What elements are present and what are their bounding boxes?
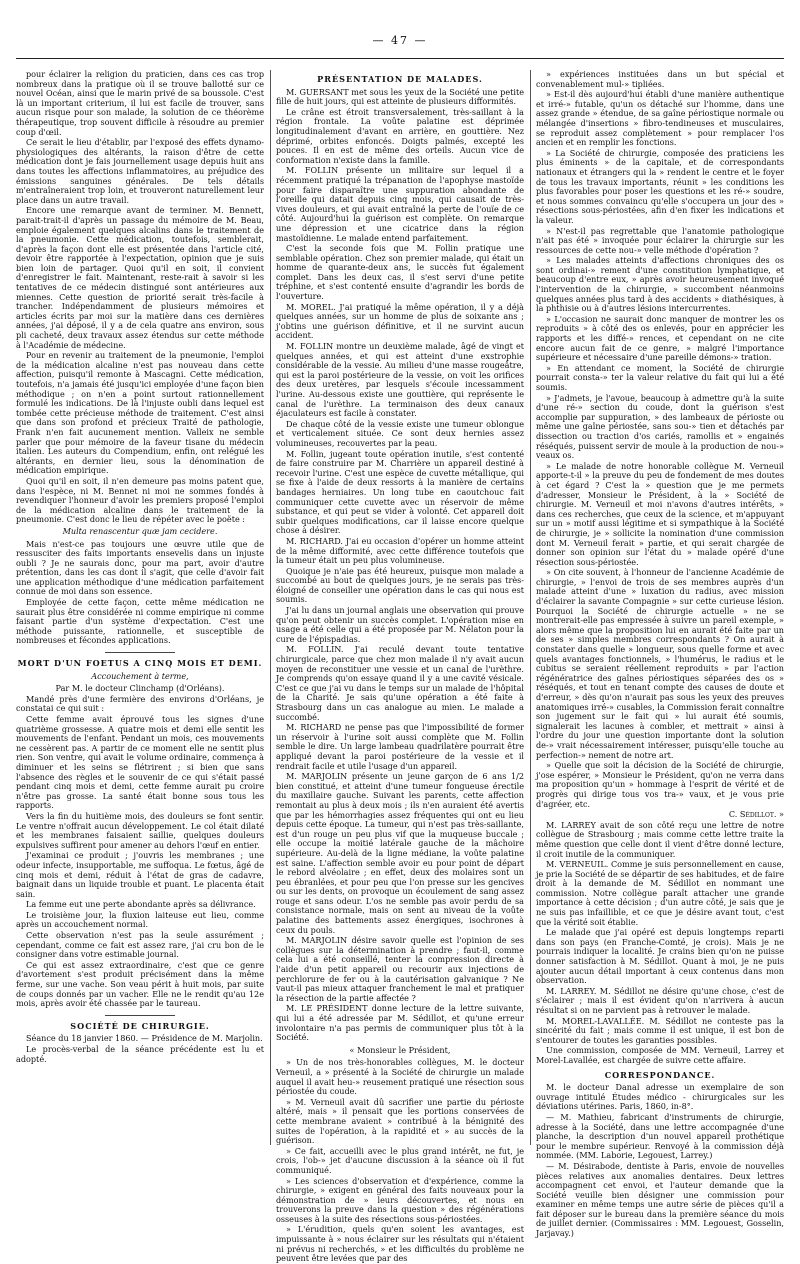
letter-paragraph: » L'érudition, quels qu'en soient les avantages, est impuissante à » nous éclairer sur les résultats qui n'étaient ni prévus ni recherchés, » et les difficultés du problème ne peuvent être levées que par des [276,1224,524,1264]
paragraph: La femme eut une perte abondante après sa délivrance. [26,899,256,910]
paragraph: Cette observation n'est pas la seule assurément ; cependant, comme ce fait est assez rare, j'ai cru bon de le consigner dans votre estimable journal. [16,930,264,960]
paragraph: M. Follin, jugeant toute opération inutile, s'est contenté de faire construire par M. Charrière un appareil destiné à recevoir l'urine. C'est une espèce de cuvette métallique, qui se fixe à l'aide de deux ressorts à la manière de certains bandages herniaires. Un long tube en caoutchouc fait communiquer cette cuvette avec un réservoir de même substance, et qui peut se vider à volonté. Cet appareil doit subir quelques modifications, car il laisse encore quelque chose à désirer. [276,448,524,536]
paragraph: Pour en revenir au traitement de la pneumonie, l'emploi de la médication alcaline n'est pas nouveau dans cette affection, puisqu'il remonte à Mascagni. Cette médication, toutefois, n'a jamais été jusqu'ici employée d'une façon bien méthodique ; on n'en a point surtout rationnellement formulé les indications. De là l'injuste oubli dans lequel est tombée cette précieuse méthode de traitement. C'est ainsi que dans son profond et précieux Traité de pathologie, Frank n'en fait aucunement mention. Valleix ne semble parler que pour mémoire de la faveur tisane du médecin italien. Les auteurs du Compendium, enfin, ont relégué les altérants, en dernier lieu, sous la dénomination de médication empirique. [16,350,264,476]
section-separator [105,652,175,653]
header-rule [16,58,784,59]
paragraph: Une commission, composée de MM. Verneuil, Larrey et Morel-Lavallée, est chargée de suivre cette affaire. [536,1045,784,1065]
paragraph: Quoi qu'il en soit, il n'en demeure pas moins patent que, dans l'espèce, ni M. Bennet ni moi ne sommes fondés à revendiquer l'honneur d'avoir les premiers proposé l'emploi de la médication alcaline dans le traitement de la pneumonie. C'est donc le lieu de répéter avec le poëte : [16,475,264,525]
column-right [536,69,784,1239]
paragraph: Cette femme avait éprouvé tous les signes d'une quatrième grossesse. A quatre mois et demi elle sentit les mouvements de l'enfant. Pendant un mois, ces mouvements ne cessèrent pas. A partir de ce moment elle ne sentit plus rien. Son ventre, qui avait le volume ordinaire, commença à diminuer et les seins se flétrirent ; si bien que sans l'absence des règles et le souvenir de ce qui s'était passé pendant cinq mois et demi, cette femme aurait pu croire n'être pas grosse. La santé était bonne sous tous les rapports. [16,714,264,811]
letter-paragraph: » L'occasion ne saurait donc manquer de montrer les os reproduits » à côté des os enlevés, pour en apprécier les rapports et les diffé-» rences, et cependant on ne cite encore aucun fait de ce genre, » malgré l'importance supérieure et nécessaire d'une pareille démons-» tration. [536,313,784,363]
section-separator [105,1015,175,1016]
column-divider [270,70,271,1145]
article-byline: Par M. le docteur Clinchamp (d'Orléans). [55,683,225,694]
letter-paragraph: » expériences instituées dans un but spécial et convenablement mul-» tipliées. [536,69,784,89]
letter-paragraph: » Ce fait, accueilli avec le plus grand intérêt, ne fut, je crois, l'ob-» jet d'aucune discussion à la séance où il fut communiqué. [276,1145,524,1175]
paragraph: M. FOLLIN présente un militaire sur lequel il a récemment pratiqué la trépanation de l'apophyse mastoïde pour faire disparaître une suppuration abondante de l'oreille qui datait depuis cinq mois, qui causait de très-vives douleurs, et qui avait entraîné la perte de l'ouïe de ce côté. Aujourd'hui la guérison est complète. On remarque une dépression et une cicatrice dans la région mastoïdienne. Le malade entend parfaitement. [276,165,524,243]
paragraph: M. LE PRÉSIDENT donne lecture de la lettre suivante, qui lui a été adressée par M. Sédillot, et qu'une erreur involontaire n'a pas permis de communiquer plus tôt à la Société. [276,1003,524,1043]
paragraph: Séance du 18 janvier 1860. — Présidence de M. Marjolin. [26,1033,263,1044]
letter-paragraph: » Le malade de notre honorable collègue M. Verneuil apporte-t-il » la preuve du peu de fondement de mes doutes à cet égard ? C'est la » question que je me permets d'adresser, Monsieur le Président, à la » Société de chirurgie. M. Verneuil et moi n'avons d'autres intérêts, » dans ces recherches, que ceux de la science, et m'appuyant sur un » motif aussi légitime et si sympathique à la Société de chirurgie, je » sollicite la nomination d'une commission dont M. Verneuil ferait » partie, et qui serait chargée de donner son opinion sur l'état du » malade opéré d'une résection sous-périostée. [536,460,784,567]
latin-quote: Multa renascentur quæ jam cecidere. [62,525,218,536]
paragraph: Ce serait le lieu d'établir, par l'exposé des effets dynamo-physiologiques des altérants, la raison d'être de cette médication dont je fais journellement usage depuis huit ans dans toutes les affections inflammatoires, au préjudice des émissions sanguines générales. De tels détails m'entraîneraient trop loin, et trouveront naturellement leur place dans un autre travail. [16,137,264,205]
paragraph: Le malade que j'ai opéré est depuis longtemps reparti dans son pays (en Franche-Comté, je crois). Mais je ne pourrais indiquer la localité. Je crains bien qu'on ne puisse donner satisfaction à M. Sédillot. Quant à moi, je ne puis ajouter aucun détail important à ceux contenus dans mon observation. [536,927,784,986]
letter-paragraph: » Les sciences d'observation et d'expérience, comme la chirurgie, » exigent en général des faits nouveaux pour la démonstration de » leurs découvertes, et nous en trouverons la preuve dans la question » des régénérations osseuses à la suite des résections sous-périostées. [276,1175,524,1224]
letter-paragraph: » Est-il dès aujourd'hui établi d'une manière authentique et irré-» futable, qu'un os détaché sur l'homme, dans une assez grande » étendue, de sa gaîne périostique normale ou mélangée d'insertions » fibro-tendineuses et musculaires, se reproduit assez complètement » pour remplacer l'os ancien et en remplir les fonctions. [536,89,784,148]
letter-paragraph: » Les malades atteints d'affections chroniques des os sont ordinai-» rement d'une constitution lymphatique, et beaucoup d'entre eux, » après avoir heureusement invoqué l'intervention de la chirurgie, » succombent néanmoins quelques années plus tard à des accidents » diathésiques, à la phthisie ou à d'autres lésions intercurrentes. [536,255,784,314]
letter-paragraph: » N'est-il pas regrettable que l'anatomie pathologique n'ait pas été » invoquée pour éclairer la chirurgie sur les ressources de cette nou-» velle méthode d'opération ? [536,225,784,255]
letter-paragraph: » Quelle que soit la décision de la Société de chirurgie, j'ose espérer, » Monsieur le Président, qu'on ne verra dans ma proposition qu'un » hommage à l'esprit de vérité et de progrès qui dirige tous vos tra-» vaux, et je vous prie d'agréer, etc. [536,760,784,809]
paragraph: Mais n'est-ce pas toujours une œuvre utile que de ressusciter des faits importants ensevelis dans un injuste oubli ? Je ne saurais donc, pour ma part, avoir d'autre prétention, dans les cas dont il s'agit, que celle d'avoir fait une application méthodique d'une médication parfaitement connue de moi dans son essence. [16,538,264,597]
paragraph: — M. Désirabode, dentiste à Paris, envoie de nouvelles pièces relatives aux anomalies dentaires. Deux lettres accompagnent cet envoi, et l'auteur demande que la Société veuille bien désigner une commission pour examiner en même temps une autre série de pièces qu'il a fait déposer sur le bureau dans la première séance du mois de juillet dernier. (Commissaires : MM. Legouest, Gosselin, Jarjavay.) [536,1160,784,1239]
paragraph: M. FOLLIN. J'ai reculé devant toute tentative chirurgicale, parce que chez mon malade il n'y avait aucun moyen de reconstituer une vessie et un canal de l'urèthre. Je comprends qu'on essaye quand il y a une cavité vésicale. C'est ce que j'ai vu dans le temps sur un malade de l'hôpital de la Charité. Je sais qu'une opération a été faite à Strasbourg dans un cas analogue au mien. Le malade a succombé. [276,644,524,722]
paragraph: Le troisième jour, la fluxion laiteuse eut lieu, comme après un accouchement normal. [16,909,264,930]
column-divider [530,70,531,1145]
paragraph: Ce qui est assez extraordinaire, c'est que ce genre d'avortement s'est produit précisément dans la même ferme, sur une vache. Son veau périt à huit mois, par suite de coups donnés par un vacher. Elle ne le rendit qu'au 12e mois, après avoir été chassée par le taureau. [16,959,264,1009]
paragraph: Mandé près d'une fermière des environs d'Orléans, je constatai ce qui suit : [16,693,264,714]
letter-salutation: « Monsieur le Président, [349,1044,451,1055]
letter-paragraph: » La Société de chirurgie, composée des praticiens les plus éminents » de la capitale, et de correspondants nationaux et étrangers qui la » rendent le centre et le foyer de tous les travaux importants, réunit » les conditions les plus favorables pour poser les questions et les ré-» soudre, et nous sommes convaincu qu'elle s'occupera un jour des » résections sous-périostées, afin d'en fixer les indications et la valeur. [536,147,784,225]
letter-paragraph: » J'admets, je l'avoue, beaucoup à admettre qu'à la suite d'une ré-» section du coude, dont la guérison s'est accomplie par suppuration, » des lambeaux de périoste ou même une gaîne périostée, sans sou-» tien et détachés par dissection ou traction d'os cariés, ramollis et » engainés réséqués, puissent servir de moule à la production de nou-» veaux os. [536,392,784,461]
paragraph: J'ai lu dans un journal anglais une observation qui prouve qu'on peut obtenir un succès complet. L'opération mise en usage a été celle qui a été proposée par M. Nélaton pour la cure de l'épispadias. [276,605,524,644]
paragraph: Le procès-verbal de la séance précédente est lu et adopté. [16,1044,264,1064]
letter-signature: C. Sédillot. » [728,809,784,820]
paragraph: De chaque côté de la vessie existe une tumeur oblongue et verticalement située. Ce sont deux hernies assez volumineuses, recouvertes par la peau. [276,418,524,448]
paragraph: M. MOREL. J'ai pratiqué la même opération, il y a déjà quelques années, sur un homme de plus de soixante ans ; j'obtins une guérison définitive, et il ne survint aucun accident. [276,301,524,341]
article-subtitle: Accouchement à terme, [91,670,189,681]
column-middle [276,70,524,1264]
letter-paragraph: » M. Verneuil avait dû sacrifier une partie du périoste altéré, mais » il pensait que les portions conservées de cette membrane avaient » contribué à la bénignité des suites de l'opération, à la rapidité et » au succès de la guérison. [276,1096,524,1146]
paragraph: J'examinai ce produit ; j'ouvris les membranes ; une odeur infecte, insupportable, me suffoqua. Le fœtus, âgé de cinq mois et demi, réduit à l'état de gras de cadavre, baignait dans un liquide trouble et puant. Le placenta était sain. [16,850,264,899]
paragraph: Quoique je n'aie pas été heureux, puisque mon malade a succombé au bout de quelques jours, je ne serais pas très-éloigné de conseiller une opération dans le cas qui nous est soumis. [276,565,524,605]
paragraph: pour éclairer la religion du praticien, dans ces cas trop nombreux dans la pratique où il se trouve ballotté sur ce nouvel Océan, ainsi que le marin privé de sa boussole. C'est là un important criterium, il lui est facile de trouver, sans aucun risque pour son malade, la solution de ce théorème thérapeutique, trop souvent difficile à résoudre au premier coup d'œil. [16,69,264,137]
section-title: PRÉSENTATION DE MALADES. [317,74,483,84]
paragraph: Employée de cette façon, cette même médication ne saurait plus être considérée ni comme empirique ni comme faisant partie d'un système d'expectation. C'est une méthode puissante, rationnelle, et susceptible de nombreuses et fécondes applications. [16,597,264,646]
paragraph: M. MARJOLIN présente un jeune garçon de 6 ans 1/2 bien constitué, et atteint d'une tumeur fongueuse érectile du maxillaire gauche. Suivant les parents, cette affection remontait au plus à deux mois ; ils n'en auraient été avertis que par les hémorrhagies assez fréquentes qui ont eu lieu depuis cette époque. La tumeur, qui n'est pas très-saillante, est d'un rouge un peu plus vif que la muqueuse buccale ; elle occupe la moitié latérale gauche de la mâchoire supérieure. Au-delà de la ligne médiane, la voûte palatine est saine. L'affection semble avoir eu pour point de départ le rebord alvéolaire ; en effet, deux des molaires sont un peu ébranlées, et pour peu que l'on presse sur les gencives ou sur les dents, on provoque un écoulement de sang assez rouge et sans odeur. L'os ne semble pas avoir perdu de sa consistance normale, mais on sent au niveau de la voûte palatine des battements assez énergiques, isochrones à ceux du pouls. [276,771,524,935]
paragraph: M. VERNEUIL. Comme je suis personnellement en cause, je prie la Société de se départir de ses habitudes, et de faire droit à la demande de M. Sédillot en nommant une commission. Notre collègue paraît attacher une grande importance à cette décision ; d'un autre côté, je sais que je ne suis pas infaillible, et ce que je désire avant tout, c'est que la vérité soit établie. [536,859,784,927]
column-left [16,70,264,1150]
paragraph: M. MOREL-LAVALLÉE. M. Sédillot ne conteste pas la sincérité du fait ; mais comme il est unique, il est bon de s'entourer de toutes les garanties possibles. [536,1015,784,1045]
paragraph: Vers la fin du huitième mois, des douleurs se font sentir. Le ventre n'offrait aucun développement. Le col était dilaté et les membranes faisaient saillie, quelques douleurs expulsives suffirent pour amener au dehors l'œuf en entier. [16,810,264,850]
society-title: SOCIÉTÉ DE CHIRURGIE. [70,1020,210,1031]
paragraph: Le crâne est étroit transversalement, très-saillant à la région frontale. La voûte palatine est déprimée longitudinalement d'avant en arrière, en gouttière. Nez déprimé, orbites enfoncés. Doigts palmés, excepté les pouces. Il en est de même des orteils. Aucun vice de conformation n'existe dans la famille. [276,106,524,165]
paragraph: M. FOLLIN montre un deuxième malade, âgé de vingt et quelques années, et qui est atteint d'une exstrophie considérable de la vessie. Au milieu d'une masse rougeâtre, qui est la paroi postérieure de la vessie, on voit les orifices des deux uretères, par lesquels s'écoule incessamment l'urine. Au-dessous existe une gouttière, qui représente le canal de l'urèthre. La terminaison des deux canaux éjaculateurs est facile à constater. [276,341,524,419]
paragraph: M. MARJOLIN désire savoir quelle est l'opinion de ses collègues sur la détermination à prendre ; faut-il, comme cela lui a été conseillé, tenter la compression directe à l'aide d'un petit appareil ou recourir aux injections de perchlorure de fer ou à la cautérisation galvanique ? Ne vaut-il pas mieux attaquer franchement le mal et pratiquer la résection de la partie affectée ? [276,935,524,1003]
letter-paragraph: » On cite souvent, à l'honneur de l'ancienne Académie de chirurgie, » l'envoi de trois de ses membres auprès d'un malade atteint d'une » luxation du radius, avec mission d'éclairer la savante Compagnie » sur cette curieuse lésion. Pourquoi la Société de chirurgie actuelle » ne se montrerait-elle pas empressée à suivre un pareil exemple, » alors même que la proposition lui en aurait été faite par un de ses » simples membres correspondants ? On aurait à constater dans quelle » longueur, sous quelle forme et avec quels avantages fonctionnels, » l'humérus, le radius et le cubitus se seraient réellement reproduits » par l'action régénératrice des gaînes périostiques séparées des os » réséqués, et tout en tenant compte des causes de doute et d'erreur, » dès qu'on n'aurait pas sous les yeux des preuves anatomiques irré-» cusables, la Commission ferait connaître son jugement sur le fait qui » lui aurait été soumis, signalerait les lacunes à combler, et mettrait » ainsi à l'ordre du jour une question importante dont la solution de-» vrait nécessairement intéresser, puisqu'elle touche au perfection-» nement de notre art. [536,567,784,760]
paragraph: M. LARREY. M. Sédillot ne désire qu'une chose, c'est de s'éclairer ; mais il est évident qu'on n'arrivera à aucun résultat si on ne parvient pas à retrouver le malade. [536,985,784,1015]
paragraph: C'est la seconde fois que M. Follin pratique une semblable opération. Chez son premier malade, qui était un homme de quarante-deux ans, le succès fut également complet. Dans les deux cas, il s'est servi d'une petite tréphine, et s'est contenté ensuite d'agrandir les bords de l'ouverture. [276,243,524,302]
paragraph: M. LARREY avait de son côté reçu une lettre de notre collègue de Strasbourg ; mais comme cette lettre traite la même question que celle dont il vient d'être donné lecture, il croit inutile de la communiquer. [536,819,784,859]
letter-paragraph: » Un de nos très-honorables collègues, M. le docteur Verneuil, a » présenté à la Société de chirurgie un malade auquel il avait heu-» reusement pratiqué une résection sous périostée du coude. [276,1057,524,1097]
paragraph: — M. Mathieu, fabricant d'instruments de chirurgie, adresse à la Société, dans une lettre accompagnée d'une planche, la description d'un nouvel appareil prothétique pour le membre supérieur. Renvoyé à la commission déjà nommée. (MM. Laborie, Legouest, Larrey.) [536,1111,784,1161]
paragraph: M. RICHARD ne pense pas que l'impossibilité de former un réservoir à l'urine soit aussi complète que M. Follin semble le dire. Un large lambeau quadrilatère pourrait être appliqué devant la paroi postérieure de la vessie et il rendrait facile et utile l'usage d'un appareil. [276,722,524,771]
paragraph: Encore une remarque avant de terminer. M. Bennett, parait-trait-il d'après un passage du mémoire de M. Beau, emploie également quelques alcalins dans le traitement de la pneumonie. Cette médication, toutefois, semblerait, d'après la façon dont elle est présentée dans l'article cité, devoir être rapportée à l'expectation, opinion que je suis bien loin de partager. Quoi qu'il en soit, il convient d'enregistrer le fait. Maintenant, reste-rait à savoir si les tentatives de ce médecin distingué sont antérieures aux miennes. Cette question de priorité serait très-facile à trancher. Indépendamment de plusieurs mémoires et articles écrits par moi sur la matière dans ces dernières années, j'ai déposé, il y a de cela quatre ans environ, sous pli cacheté, deux travaux assez étendus sur cette méthode à l'Académie de médecine. [16,205,264,350]
letter-paragraph: » En attendant ce moment, la Société de chirurgie pourrait consta-» ter la valeur relative du fait qui lui a été soumis. [536,362,784,392]
paragraph: M. le docteur Danal adresse un exemplaire de son ouvrage intitulé Études médico - chirurgicales sur les déviations utérines. Paris, 1860, in-8°. [536,1082,784,1112]
page-number: — 47 — [372,34,428,47]
paragraph: M. RICHARD. J'ai eu occasion d'opérer un homme atteint de la même difformité, avec cette différence toutefois que la tumeur était un peu plus volumineuse. [276,535,524,566]
paragraph: M. GUERSANT met sous les yeux de la Société une petite fille de huit jours, qui est atteinte de plusieurs difformités. [276,86,524,107]
correspondence-title: CORRESPONDANCE. [604,1069,716,1080]
article-title: MORT D'UN FOETUS A CINQ MOIS ET DEMI. [17,658,263,669]
